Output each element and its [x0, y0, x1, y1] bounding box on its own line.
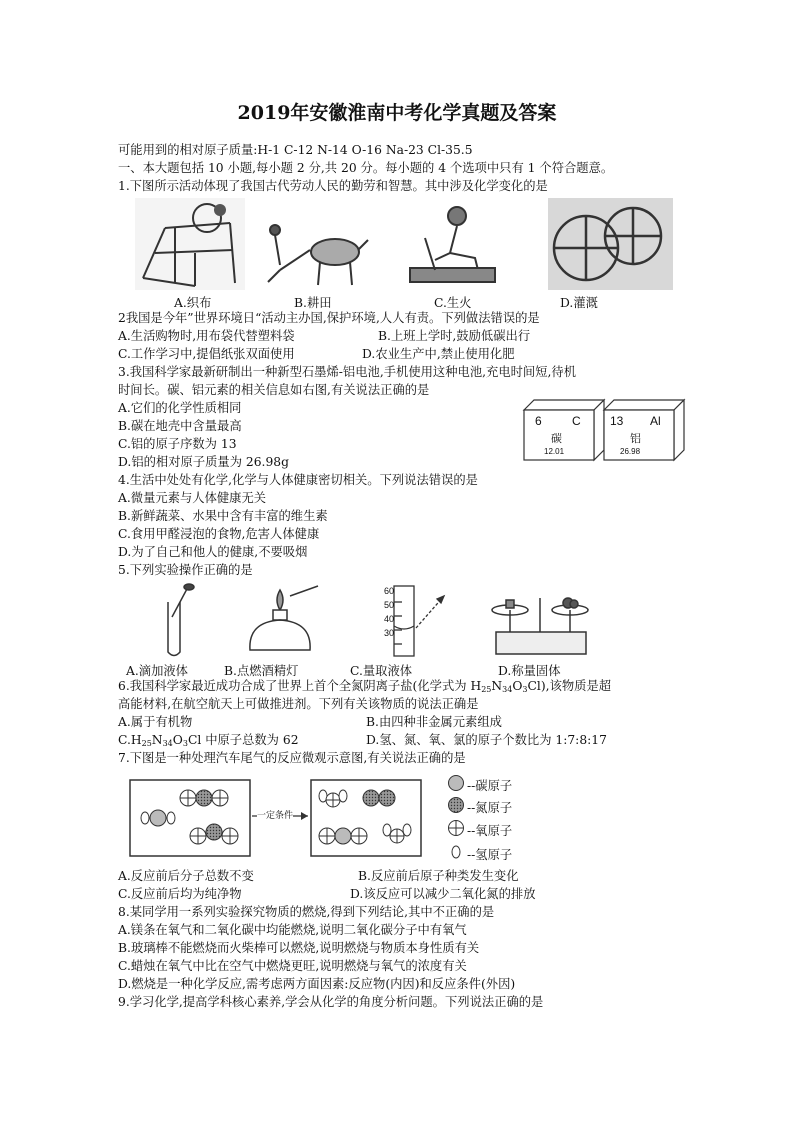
- weaving-loom-image: [135, 198, 245, 290]
- irrigation-wheel-image: [548, 198, 673, 290]
- legend-icons: [447, 774, 465, 860]
- q4-option-d: D.为了自己和他人的健康,不要吸烟: [118, 545, 308, 559]
- q5-option-d: D.称量固体: [498, 664, 561, 678]
- q2-stem: 2我国是今年”世界环境日“活动主办国,保护环境,人人有责。下列做法错误的是: [118, 311, 540, 325]
- carbon-mass: 12.01: [544, 447, 565, 456]
- q3-stem-line2: 时间长。碳、铝元素的相关信息如右图,有关说法正确的是: [118, 383, 430, 397]
- carbon-name: 碳: [551, 432, 562, 445]
- section-instructions: 一、本大题包括 10 小题,每小题 2 分,共 20 分。每小题的 4 个选项中只有 1 个符合题意。: [118, 161, 614, 175]
- q1-option-a: A.织布: [174, 296, 212, 310]
- carbon-symbol: C: [572, 414, 581, 428]
- q4-option-b: B.新鲜蔬菜、水果中含有丰富的维生素: [118, 509, 328, 523]
- carbon-atom-icon: [449, 776, 464, 791]
- legend-carbon: --碳原子: [467, 779, 513, 793]
- q2-option-b: B.上班上学时,鼓励低碳出行: [378, 329, 531, 343]
- q7-stem: 7.下图是一种处理汽车尾气的反应微观示意图,有关说法正确的是: [118, 751, 466, 765]
- q6-stem-line2: 高能材料,在航空航天上可做推进剂。下列有关该物质的说法正确是: [118, 697, 479, 711]
- aluminum-mass: 26.98: [620, 447, 641, 456]
- cylinder-tick-40: 40: [384, 614, 395, 624]
- q4-stem: 4.生活中处处有化学,化学与人体健康密切相关。下列说法错误的是: [118, 473, 478, 487]
- q7-option-a: A.反应前后分子总数不变: [118, 869, 254, 883]
- q7-option-d: D.该反应可以减少二氧化氮的排放: [350, 887, 536, 901]
- aluminum-name: 铝: [630, 432, 641, 445]
- fire-making-image: [405, 198, 500, 290]
- q4-option-a: A.微量元素与人体健康无关: [118, 491, 267, 505]
- q6-stem-line1: 6.我国科学家最近成功合成了世界上首个全氮阴离子盐(化学式为 $H_{25}N_{34}O_3Cl$),该物质是超: [118, 679, 612, 694]
- q1-option-c: C.生火: [434, 296, 472, 310]
- legend-hydrogen: --氢原子: [467, 848, 513, 862]
- q5-option-a: A.滴加液体: [126, 664, 188, 678]
- q2-option-c: C.工作学习中,提倡纸张双面使用: [118, 347, 295, 361]
- q4-option-c: C.食用甲醛浸泡的食物,危害人体健康: [118, 527, 320, 541]
- hydrogen-atom-icon: [452, 846, 460, 858]
- q3-option-d: D.铝的相对原子质量为 26.98g: [118, 455, 289, 469]
- q6-option-a: A.属于有机物: [118, 715, 193, 729]
- aluminum-symbol: Al: [650, 414, 661, 428]
- balance-scale-image: [488, 588, 593, 658]
- oxygen-atom-icon: [449, 821, 464, 836]
- q6-option-d: D.氢、氮、氧、氯的原子个数比为 1:7:8:17: [366, 733, 607, 747]
- q7-option-b: B.反应前后原子种类发生变化: [358, 869, 519, 883]
- legend-oxygen: --氧原子: [467, 824, 513, 838]
- q8-option-b: B.玻璃棒不能燃烧而火柴棒可以燃烧,说明燃烧与物质本身性质有关: [118, 941, 480, 955]
- legend-nitrogen: --氮原子: [467, 801, 513, 815]
- q8-stem: 8.某同学用一系列实验探究物质的燃烧,得到下列结论,其中不正确的是: [118, 905, 495, 919]
- cylinder-tick-60: 60: [384, 586, 395, 596]
- q3-option-c: C.铝的原子序数为 13: [118, 437, 237, 451]
- aluminum-atomic-number: 13: [610, 414, 624, 428]
- page-title: 2019年安徽淮南中考化学真题及答案: [237, 102, 557, 124]
- nitrogen-atom-icon: [449, 798, 464, 813]
- q5-option-c: C.量取液体: [350, 664, 413, 678]
- cylinder-tick-30: 30: [384, 628, 395, 638]
- q3-option-a: A.它们的化学性质相同: [118, 401, 242, 415]
- q8-option-c: C.蜡烛在氧气中比在空气中燃烧更旺,说明燃烧与氧气的浓度有关: [118, 959, 467, 973]
- q2-option-d: D.农业生产中,禁止使用化肥: [362, 347, 515, 361]
- q1-stem: 1.下图所示活动体现了我国古代劳动人民的勤劳和智慧。其中涉及化学变化的是: [118, 179, 548, 193]
- dropper-test-tube-image: [160, 582, 200, 660]
- q5-stem: 5.下列实验操作正确的是: [118, 563, 253, 577]
- q5-option-b: B.点燃酒精灯: [224, 664, 299, 678]
- atomic-mass-note: 可能用到的相对原子质量:H-1 C-12 N-14 O-16 Na-23 Cl-35.5: [118, 143, 473, 157]
- cylinder-tick-50: 50: [384, 600, 395, 610]
- reaction-condition: 一定条件: [257, 808, 293, 821]
- q6-option-b: B.由四种非金属元素组成: [366, 715, 502, 729]
- q1-option-d: D.灌溉: [560, 296, 598, 310]
- q7-option-c: C.反应前后均为纯净物: [118, 887, 242, 901]
- aluminum-element-cell: [604, 400, 684, 460]
- q8-option-a: A.镁条在氧气和二氧化碳中均能燃烧,说明二氧化碳分子中有氧气: [118, 923, 467, 937]
- q3-stem-line1: 3.我国科学家最新研制出一种新型石墨烯-铝电池,手机使用这种电池,充电时间短,待机: [118, 365, 577, 379]
- q9-stem: 9.学习化学,提高学科核心素养,学会从化学的角度分析问题。下列说法正确的是: [118, 995, 544, 1009]
- alcohol-lamp-image: [240, 582, 320, 658]
- carbon-atomic-number: 6: [535, 414, 542, 428]
- q6-option-c: $C.H_{25}N_{34}O_3Cl$ 中原子总数为 62: [118, 733, 299, 748]
- q1-option-b: B.耕田: [294, 296, 332, 310]
- q8-option-d: D.燃烧是一种化学反应,需考虑两方面因素:反应物(内因)和反应条件(外因): [118, 977, 516, 991]
- q3-option-b: B.碳在地壳中含量最高: [118, 419, 242, 433]
- q2-option-a: A.生活购物时,用布袋代替塑料袋: [118, 329, 295, 343]
- ox-plowing-image: [260, 210, 370, 290]
